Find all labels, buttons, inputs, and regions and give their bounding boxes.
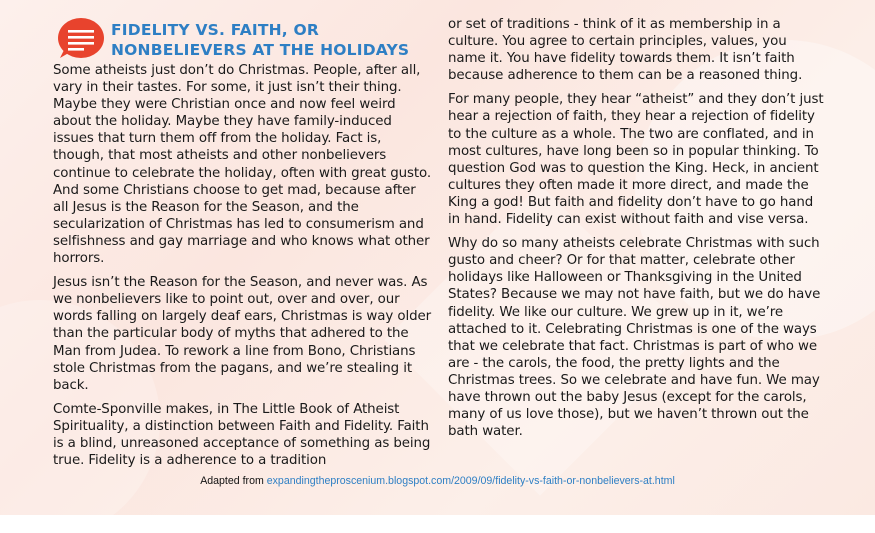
article-header <box>58 18 428 62</box>
attribution-prefix: Adapted from <box>200 475 267 487</box>
article-paragraph: or set of traditions - think of it as membership in a culture. You agree to certain principles, values, you name it. You have fidelity towards them. It isn’t faith because adherence to them can be a reasoned thing. <box>448 17 803 84</box>
left-column <box>53 62 433 476</box>
article-paragraph: For many people, they hear “atheist” and they don’t just hear a rejection of faith, they hear a rejection of fidelity to the culture as a whole. The two are conflated, and in most cultures, have long been so in popular thinking. To question God was to question the King. Heck, in ancient cultures they often made it more direct, and made the King a god! But faith and fidelity don’t have to go hand in hand. Fidelity can exist without faith and vise versa. <box>448 92 824 228</box>
right-column <box>448 16 826 447</box>
speech-bubble-icon <box>58 18 104 58</box>
article-paragraph: Comte-Sponville makes, in The Little Book of Atheist Spirituality, a distinction between Faith and Fidelity. Faith is a blind, unreasoned acceptance of something as being true. Fidelity is a adherence to a tradition <box>53 401 431 469</box>
source-link[interactable]: expandingtheproscenium.blogspot.com/2009/09/fidelity-vs-faith-or-nonbelievers-at.html <box>266 475 675 487</box>
article-paragraph: Some atheists just don’t do Christmas. People, after all, vary in their tastes. For some, it just isn’t their thing. Maybe they were Christian once and now feel weird about the holiday. Maybe they have family-induced issues that turn them off from the holiday. Fact is, though, that most atheists and other nonbelievers continue to celebrate the holiday, often with great gusto. And some Christians choose to get mad, because after all Jesus is the Reason for the Season, and the secularization of Christmas has led to consumerism and selfishness and gay marriage and who knows what other horrors. <box>53 63 432 267</box>
article-paragraph: Why do so many atheists celebrate Christmas with such gusto and cheer? Or for that matter, celebrate other holidays like Halloween or Thanksgiving in the United States? Because we may not have faith, but we do have fidelity. We like our culture. We grew up in it, we’re attached to it. Celebrating Christmas is one of the ways that we celebrate that fact. Christmas is part of who we are - the carols, the food, the pretty lights and the Christmas trees. So we celebrate and have fun. We may have thrown out the baby Jesus (except for the carols, many of us love those), but we haven’t thrown out the bath water. <box>448 236 821 440</box>
article-title: FIDELITY VS. FAITH, OR NONBELIEVERS AT THE HOLIDAYS <box>111 21 410 59</box>
article-paragraph: Jesus isn’t the Reason for the Season, and never was. As we nonbelievers like to point out, over and over, our words falling on largely deaf ears, Christmas is way older than the particular body of myths that adhered to the Man from Judea. To rework a line from Bono, Christians stole Christmas from the pagans, and we’re stealing it back. <box>53 275 432 393</box>
attribution-line <box>0 475 875 487</box>
